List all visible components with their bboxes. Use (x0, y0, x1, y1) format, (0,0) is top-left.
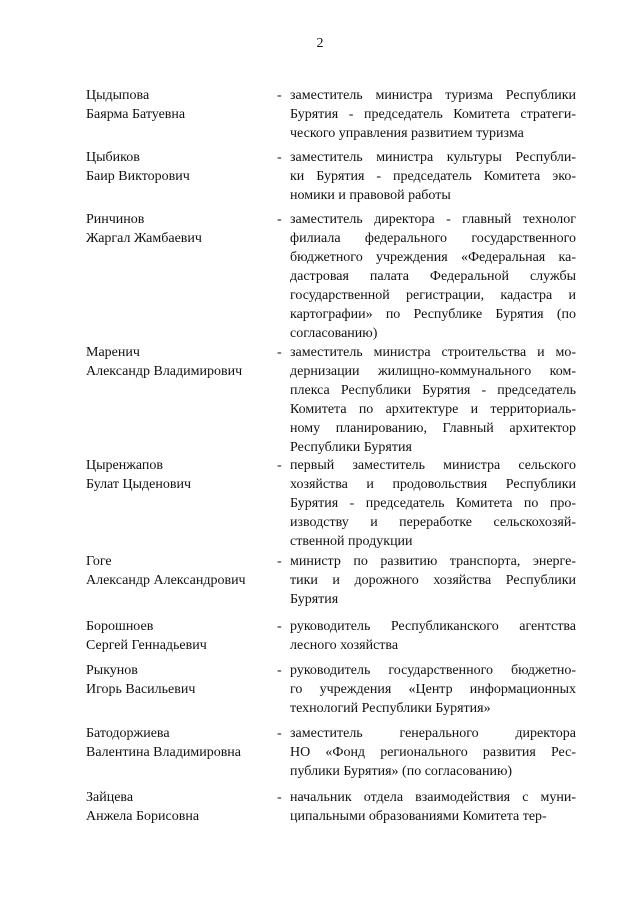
member-given-names: Баярма Батуевна (86, 107, 186, 122)
position-line: ственной продукции (290, 534, 413, 549)
member-position (290, 552, 576, 609)
member-given-names: Александр Владимирович (86, 364, 243, 379)
member-name (86, 148, 271, 186)
position-line: бюджетного учреждения «Федеральная ка- (290, 250, 576, 265)
position-line: плекса Республики Бурятия - председатель (290, 383, 576, 398)
separator-dash: - (277, 663, 282, 678)
separator-dash: - (277, 726, 282, 741)
position-line: технологий Республики Бурятия» (290, 701, 491, 716)
member-position (290, 724, 576, 781)
member-surname: Борошноев (86, 619, 154, 634)
separator-dash: - (277, 88, 282, 103)
position-line: Республики Бурятия (290, 440, 412, 455)
position-line: заместитель министра туризма Республики (290, 88, 576, 103)
member-given-names: Баир Викторович (86, 169, 190, 184)
member-position (290, 661, 576, 718)
position-line: ципальными образованиями Комитета тер- (290, 809, 547, 824)
member-name (86, 661, 271, 699)
member-position (290, 456, 576, 551)
position-line: филиала федерального государственного (290, 231, 576, 246)
member-surname: Батодоржиева (86, 726, 170, 741)
position-line: заместитель министра культуры Республи- (290, 150, 576, 165)
member-position (290, 788, 576, 826)
position-line: ческого управления развитием туризма (290, 126, 524, 141)
position-line: руководитель Республиканского агентства (290, 619, 576, 634)
position-line: Бурятия (290, 592, 339, 607)
member-surname: Цыренжапов (86, 458, 164, 473)
position-line: НО «Фонд регионального развития Рес- (290, 745, 576, 760)
position-line: руководитель государственного бюджетно- (290, 663, 576, 678)
member-name (86, 617, 271, 655)
member-given-names: Булат Цыденович (86, 477, 192, 492)
member-given-names: Сергей Геннадьевич (86, 638, 207, 653)
separator-dash: - (277, 150, 282, 165)
member-given-names: Игорь Васильевич (86, 682, 196, 697)
member-surname: Гоге (86, 554, 112, 569)
member-name (86, 788, 271, 826)
position-line: картографии» по Республике Бурятия (по (290, 307, 576, 322)
separator-dash: - (277, 790, 282, 805)
position-line: согласованию) (290, 326, 378, 341)
separator-dash: - (277, 554, 282, 569)
position-line: номики и правовой работы (290, 188, 451, 203)
position-line: го учреждения «Центр информационных (290, 682, 576, 697)
position-line: изводству и переработке сельскохозяй- (290, 515, 576, 530)
position-line: тики и дорожного хозяйства Республики (290, 573, 576, 588)
member-name (86, 86, 271, 124)
separator-dash: - (277, 458, 282, 473)
position-line: дернизации жилищно-коммунального ком- (290, 364, 576, 379)
position-line: Бурятия - председатель Комитета по про- (290, 496, 576, 511)
position-line: хозяйства и продовольствия Республики (290, 477, 576, 492)
member-name (86, 210, 271, 248)
position-line: публики Бурятия» (по согласованию) (290, 764, 513, 779)
member-name (86, 456, 271, 494)
position-line: дастровая палата Федеральной службы (290, 269, 576, 284)
member-position (290, 86, 576, 143)
member-given-names: Александр Александрович (86, 573, 246, 588)
member-surname: Рыкунов (86, 663, 138, 678)
position-line: ки Бурятия - председатель Комитета эко- (290, 169, 576, 184)
member-position (290, 210, 576, 343)
member-position (290, 343, 576, 457)
member-surname: Маренич (86, 345, 140, 360)
position-line: первый заместитель министра сельского (290, 458, 576, 473)
position-line: министр по развитию транспорта, энерге- (290, 554, 576, 569)
position-line: заместитель генерального директора (290, 726, 576, 741)
member-name (86, 343, 271, 381)
separator-dash: - (277, 212, 282, 227)
member-position (290, 617, 576, 655)
position-line: начальник отдела взаимодействия с муни- (290, 790, 576, 805)
member-surname: Цыбиков (86, 150, 140, 165)
separator-dash: - (277, 619, 282, 634)
position-line: заместитель министра строительства и мо- (290, 345, 576, 360)
page-number: 2 (316, 36, 324, 51)
position-line: ному планированию, Главный архитектор (290, 421, 576, 436)
position-line: лесного хозяйства (290, 638, 399, 653)
position-line: Бурятия - председатель Комитета стратеги- (290, 107, 576, 122)
member-surname: Цыдыпова (86, 88, 150, 103)
member-name (86, 724, 271, 762)
member-position (290, 148, 576, 205)
member-name (86, 552, 271, 590)
member-given-names: Анжела Борисовна (86, 809, 200, 824)
position-line: заместитель директора - главный технолог (290, 212, 576, 227)
member-given-names: Валентина Владимировна (86, 745, 242, 760)
position-line: государственной регистрации, кадастра и (290, 288, 576, 303)
member-surname: Зайцева (86, 790, 134, 805)
member-surname: Ринчинов (86, 212, 145, 227)
member-given-names: Жаргал Жамбаевич (86, 231, 202, 246)
position-line: Комитета по архитектуре и территориаль- (290, 402, 576, 417)
separator-dash: - (277, 345, 282, 360)
